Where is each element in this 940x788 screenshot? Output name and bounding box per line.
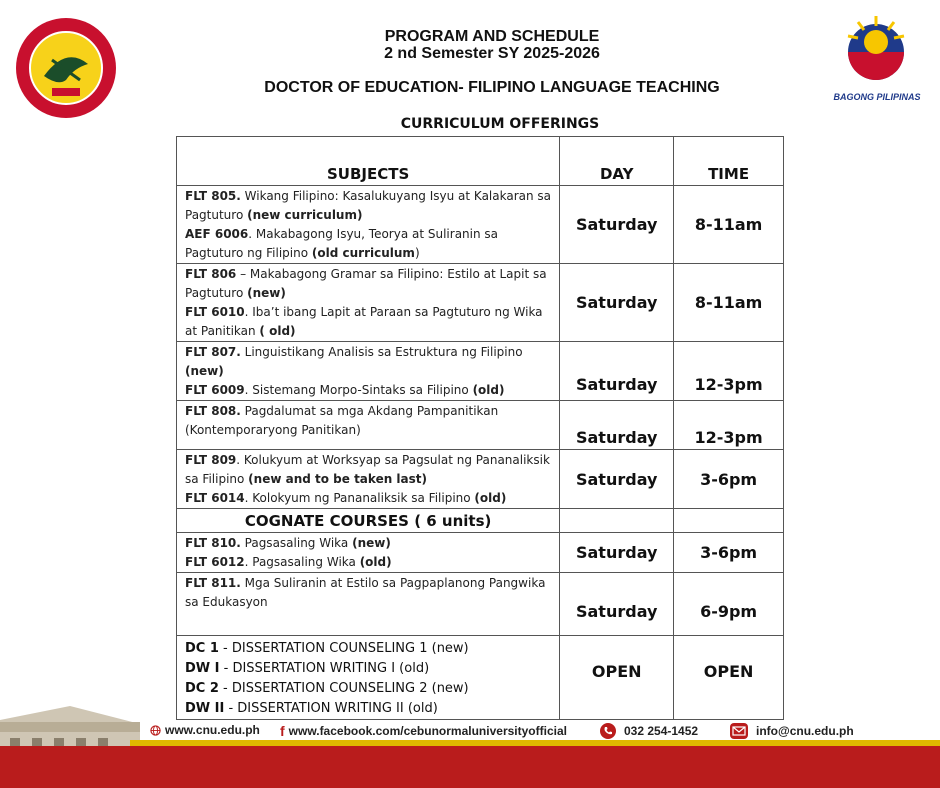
table-row bbox=[177, 533, 784, 573]
phone-icon bbox=[600, 723, 616, 739]
doc-title: PROGRAM AND SCHEDULE bbox=[384, 28, 600, 45]
table-row bbox=[177, 401, 784, 450]
footer-website[interactable] bbox=[150, 723, 260, 737]
table-row bbox=[177, 186, 784, 264]
table-row bbox=[177, 450, 784, 509]
table-header-row bbox=[177, 137, 784, 186]
curriculum-heading: CURRICULUM OFFERINGS bbox=[400, 116, 600, 132]
day-cell: Saturday bbox=[560, 450, 674, 509]
footer-phone[interactable] bbox=[600, 723, 698, 739]
subject-cell: FLT 809. Kolukyum at Worksyap sa Pagsulat ng Pananaliksik sa Filipino (new and to be taken last) FLT 6014. Kolokyum ng Pananaliksik sa Filipino (old) bbox=[177, 450, 560, 509]
day-cell: Saturday bbox=[560, 186, 674, 264]
time-cell: 12-3pm bbox=[674, 342, 784, 401]
footer-email[interactable] bbox=[730, 723, 854, 739]
time-cell: 3-6pm bbox=[674, 450, 784, 509]
subject-cell: FLT 805. Wikang Filipino: Kasalukuyang Isyu at Kalakaran sa Pagtuturo (new curriculum) AEF 6006. Makabagong Isyu, Teorya at Suliranin sa Pagtuturo ng Filipino (old curriculum) bbox=[177, 186, 560, 264]
day-cell: Saturday bbox=[560, 401, 674, 450]
table-row bbox=[177, 342, 784, 401]
time-cell: 8-11am bbox=[674, 264, 784, 342]
subject-cell: FLT 808. Pagdalumat sa mga Akdang Pampanitikan (Kontemporaryong Panitikan) bbox=[177, 401, 560, 450]
globe-icon bbox=[150, 725, 161, 736]
footer-facebook[interactable] bbox=[280, 723, 567, 739]
empty-cell bbox=[560, 509, 674, 533]
time-cell: 8-11am bbox=[674, 186, 784, 264]
dissertation-cell: DC 1 - DISSERTATION COUNSELING 1 (new) DW I - DISSERTATION WRITING I (old) DC 2 - DISSERTATION COUNSELING 2 (new) DW II - DISSERTATION WRITING II (old) bbox=[177, 636, 560, 720]
time-cell: 6-9pm bbox=[674, 573, 784, 636]
table-row bbox=[177, 636, 784, 720]
table-row bbox=[177, 264, 784, 342]
day-cell: Saturday bbox=[560, 533, 674, 573]
cognate-heading-row bbox=[177, 509, 784, 533]
subject-cell: FLT 811. Mga Suliranin at Estilo sa Pagpaplanong Pangwika sa Edukasyon bbox=[177, 573, 560, 636]
facebook-icon: f bbox=[280, 723, 285, 739]
col-time-header: TIME bbox=[674, 137, 784, 186]
empty-cell bbox=[674, 509, 784, 533]
website-text[interactable]: www.cnu.edu.ph bbox=[165, 723, 260, 737]
col-subjects-header: SUBJECTS bbox=[177, 137, 560, 186]
subject-cell: FLT 807. Linguistikang Analisis sa Estruktura ng Filipino (new) FLT 6009. Sistemang Morpo-Sintaks sa Filipino (old) bbox=[177, 342, 560, 401]
footer-red-band bbox=[0, 746, 940, 788]
day-cell: Saturday bbox=[560, 573, 674, 636]
day-cell: Saturday bbox=[560, 342, 674, 401]
day-cell: OPEN bbox=[560, 636, 674, 720]
time-cell: 12-3pm bbox=[674, 401, 784, 450]
col-day-header: DAY bbox=[560, 137, 674, 186]
phone-text[interactable]: 032 254-1452 bbox=[624, 724, 699, 738]
schedule-table bbox=[176, 136, 784, 720]
facebook-text[interactable]: www.facebook.com/cebunormaluniversityofficial bbox=[288, 724, 567, 738]
cognate-heading: COGNATE COURSES ( 6 units) bbox=[177, 509, 560, 533]
email-icon bbox=[730, 723, 748, 739]
subject-cell: FLT 810. Pagsasaling Wika (new) FLT 6012. Pagsasaling Wika (old) bbox=[177, 533, 560, 573]
time-cell: OPEN bbox=[674, 636, 784, 720]
program-name: DOCTOR OF EDUCATION- FILIPINO LANGUAGE TEACHING bbox=[264, 79, 720, 96]
subject-cell: FLT 806 – Makabagong Gramar sa Filipino: Estilo at Lapit sa Pagtuturo (new) FLT 6010. Iba’t ibang Lapit at Paraan sa Pagtuturo ng Wika at Panitikan ( old) bbox=[177, 264, 560, 342]
bagong-pilipinas-caption: BAGONG PILIPINAS bbox=[833, 92, 921, 102]
day-cell: Saturday bbox=[560, 264, 674, 342]
email-text[interactable]: info@cnu.edu.ph bbox=[756, 724, 854, 738]
time-cell: 3-6pm bbox=[674, 533, 784, 573]
semester-label: 2 nd Semester SY 2025-2026 bbox=[384, 45, 600, 62]
table-row bbox=[177, 573, 784, 636]
